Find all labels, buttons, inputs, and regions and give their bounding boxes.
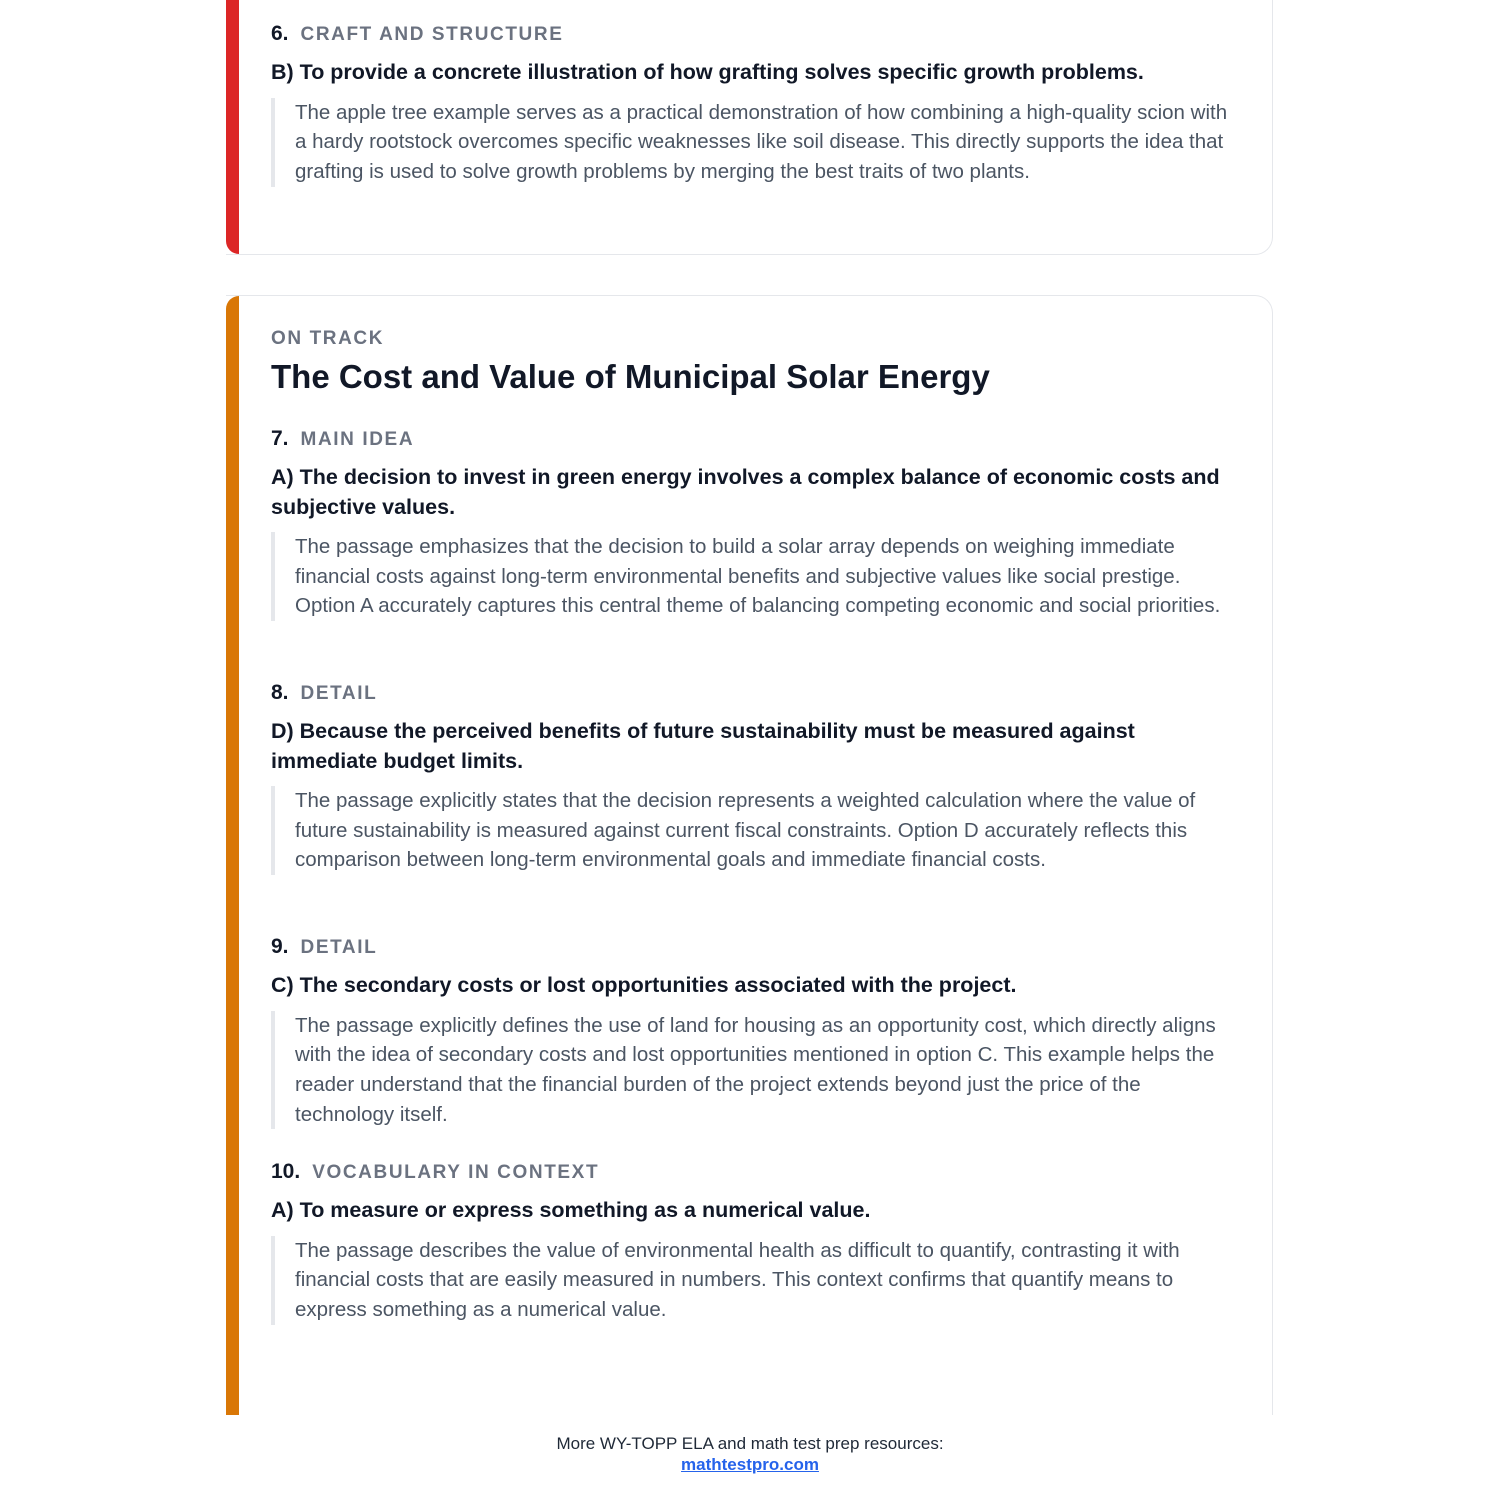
question-10: [271, 1160, 1242, 1325]
question-category: MAIN IDEA: [300, 429, 415, 450]
question-category: CRAFT AND STRUCTURE: [300, 24, 564, 45]
card-accent-bar-orange: [226, 296, 239, 1415]
answer-explanation: The passage describes the value of environmental health as difficult to quantify, contrasting it with financial costs that are easily measured in numbers. This context confirms that quantify means to express something as a numerical value.: [271, 1236, 1242, 1325]
answer-explanation: The passage explicitly defines the use of land for housing as an opportunity cost, which directly aligns with the idea of secondary costs and lost opportunities mentioned in option C. This example helps the reader understand that the financial burden of the project extends beyond just the price of the technology itself.: [271, 1011, 1242, 1130]
question-number: 10.: [271, 1160, 301, 1183]
question-category: DETAIL: [300, 683, 378, 704]
correct-answer: A) The decision to invest in green energy involves a complex balance of economic costs and subjective values.: [271, 465, 1220, 519]
passage-title: The Cost and Value of Municipal Solar Energy: [271, 358, 990, 395]
card-accent-bar-red: [226, 0, 239, 254]
question-number: 9.: [271, 935, 289, 958]
footer-text: More WY-TOPP ELA and math test prep resources:: [556, 1434, 944, 1453]
question-number: 7.: [271, 427, 289, 450]
question-6: [271, 22, 1242, 187]
correct-answer: A) To measure or express something as a numerical value.: [271, 1198, 871, 1222]
question-7: [271, 427, 1242, 621]
question-category: VOCABULARY IN CONTEXT: [312, 1162, 600, 1183]
correct-answer: C) The secondary costs or lost opportunities associated with the project.: [271, 973, 1017, 997]
footer-link[interactable]: mathtestpro.com: [681, 1455, 819, 1474]
question-number: 8.: [271, 681, 289, 704]
question-card-craft: [226, 0, 1273, 255]
question-9: [271, 935, 1242, 1129]
answer-explanation: The passage explicitly states that the decision represents a weighted calculation where the value of future sustainability is measured against current fiscal constraints. Option D accurately reflects this comparison between long-term environmental goals and immediate financial costs.: [271, 786, 1242, 875]
performance-label: ON TRACK: [271, 328, 385, 349]
passage-card: [226, 295, 1273, 1415]
answer-explanation: The passage emphasizes that the decision to build a solar array depends on weighing immediate financial costs against long-term environmental benefits and subjective values like social prestige. Option A accurately captures this central theme of balancing competing economic and social priorities.: [271, 532, 1242, 621]
question-8: [271, 681, 1242, 875]
correct-answer: B) To provide a concrete illustration of how grafting solves specific growth problems.: [271, 60, 1144, 84]
correct-answer: D) Because the perceived benefits of future sustainability must be measured against immediate budget limits.: [271, 719, 1135, 773]
footer: [0, 1433, 1500, 1475]
answer-explanation: The apple tree example serves as a practical demonstration of how combining a high-quality scion with a hardy rootstock overcomes specific weaknesses like soil disease. This directly supports the idea that grafting is used to solve growth problems by merging the best traits of two plants.: [271, 98, 1242, 187]
question-number: 6.: [271, 22, 289, 45]
question-category: DETAIL: [300, 937, 378, 958]
